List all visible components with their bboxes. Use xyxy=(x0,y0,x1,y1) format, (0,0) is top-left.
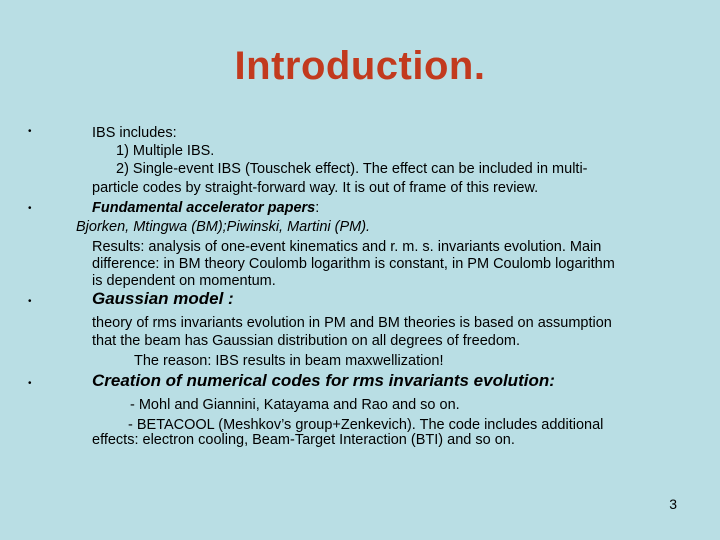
numerical-codes-heading: Creation of numerical codes for rms invariants evolution: xyxy=(92,371,555,390)
gaussian-model-text: theory of rms invariants evolution in PM and BM theories is based on assumption xyxy=(92,315,612,331)
bullet-marker: • xyxy=(28,378,32,389)
bullet-marker: • xyxy=(28,296,32,307)
codes-list-item-2: - BETACOOL (Meshkov’s group+Zenkevich). The code includes additional xyxy=(128,417,604,433)
slide-title: Introduction. xyxy=(234,44,486,88)
authors-text: Bjorken, Mtingwa (BM);Piwinski, Martini (PM). xyxy=(76,219,371,235)
accelerator-papers-heading xyxy=(92,200,319,216)
accelerator-papers-heading-text: Fundamental accelerator papers xyxy=(92,200,316,216)
single-event-ibs-text: 2) Single-event IBS (Touschek effect). The effect can be included in multi- xyxy=(116,161,588,177)
multiple-ibs-text: 1) Multiple IBS. xyxy=(116,143,215,159)
maxwellization-text: The reason: IBS results in beam maxwellization! xyxy=(134,353,444,369)
gaussian-model-heading: Gaussian model : xyxy=(92,289,234,308)
results-text-cont2: is dependent on momentum. xyxy=(92,273,276,289)
accelerator-papers-colon: : xyxy=(315,200,320,216)
results-text: Results: analysis of one-event kinematics and r. m. s. invariants evolution. Main xyxy=(92,239,602,255)
codes-list-item-2-cont: effects: electron cooling, Beam-Target Interaction (BTI) and so on. xyxy=(92,432,515,448)
codes-list-item-1: - Mohl and Giannini, Katayama and Rao and so on. xyxy=(130,397,460,413)
results-text-cont1: difference: in BM theory Coulomb logarithm is constant, in PM Coulomb logarithm xyxy=(92,256,615,272)
single-event-ibs-text-cont: particle codes by straight-forward way. It is out of frame of this review. xyxy=(92,180,539,196)
ibs-includes-text: IBS includes: xyxy=(92,125,177,141)
page-number: 3 xyxy=(669,496,677,512)
gaussian-model-text-cont: that the beam has Gaussian distribution on all degrees of freedom. xyxy=(92,333,521,349)
bullet-marker: • xyxy=(28,203,32,214)
bullet-marker: • xyxy=(28,126,32,137)
